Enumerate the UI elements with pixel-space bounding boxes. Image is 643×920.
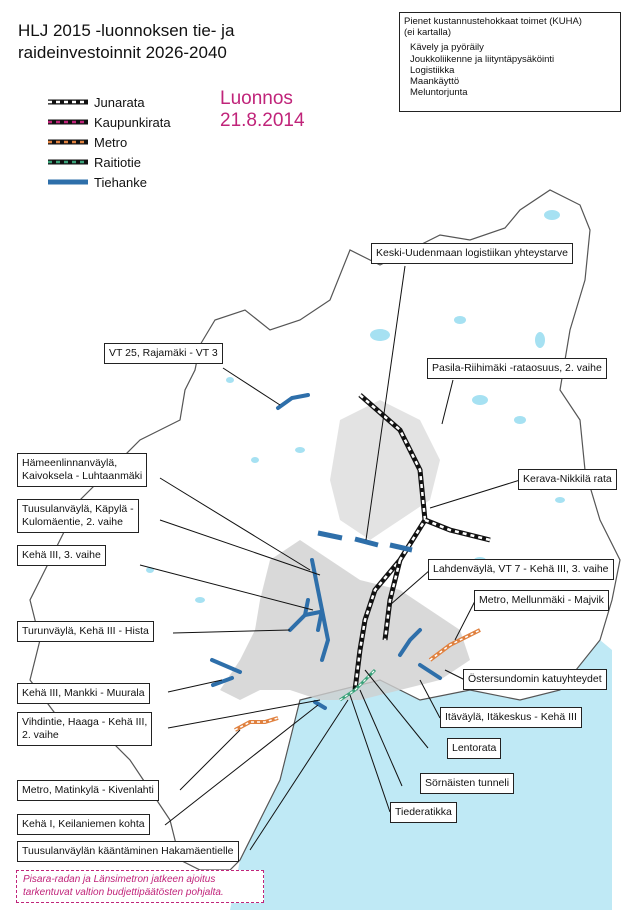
label-pasila-riihimaki: Pasila-Riihimäki -rataosuus, 2. vaihe xyxy=(427,358,607,379)
label-ostersundom: Östersundomin katuyhteydet xyxy=(463,669,607,690)
legend-item-junarata xyxy=(48,92,171,112)
budget-note-line2: tarkentuvat valtion budjettipäätösten pohjalta. xyxy=(23,886,224,898)
label-vihdintie xyxy=(17,712,152,746)
draft-date: 21.8.2014 xyxy=(220,110,305,131)
kuha-item: Joukkoliikenne ja liityntäpysäköinti xyxy=(410,53,555,65)
label-metro-mellunmaki: Metro, Mellunmäki - Majvik xyxy=(474,590,609,611)
legend-label-kaupunkirata: Kaupunkirata xyxy=(94,114,171,130)
label-hameenlinnanvayla-line1: Hämeenlinnanväylä, xyxy=(22,457,118,469)
legend-item-tiehanke xyxy=(48,172,171,192)
label-metro-matinkyla: Metro, Matinkylä - Kivenlahti xyxy=(17,780,159,801)
legend-label-junarata: Junarata xyxy=(94,94,145,110)
label-itavayla: Itäväylä, Itäkeskus - Kehä III xyxy=(440,707,582,728)
label-lentorata: Lentorata xyxy=(447,738,501,759)
label-tuusulanvayla-line1: Tuusulanväylä, Käpylä - xyxy=(22,503,134,515)
budget-note-line1: Pisara-radan ja Länsimetron jatkeen ajoitus xyxy=(23,874,216,885)
label-vt25: VT 25, Rajamäki - VT 3 xyxy=(104,343,223,364)
legend-item-metro xyxy=(48,132,171,152)
label-hakamaentie: Tuusulanväylän kääntäminen Hakamäentielle xyxy=(17,841,239,862)
label-vihdintie-line1: Vihdintie, Haaga - Kehä III, xyxy=(22,716,148,728)
label-vihdintie-line2: 2. vaihe xyxy=(22,729,59,741)
label-sornainen: Sörnäisten tunneli xyxy=(420,773,514,794)
cityrail-symbol xyxy=(48,117,88,127)
kuha-item: Maankäyttö xyxy=(410,76,460,88)
budget-note xyxy=(16,870,264,903)
label-lahdenvayla: Lahdenväylä, VT 7 - Kehä III, 3. vaihe xyxy=(428,559,614,580)
label-keha1: Kehä I, Keilaniemen kohta xyxy=(17,814,150,835)
road-symbol xyxy=(48,177,88,187)
label-tiederatikka: Tiederatikka xyxy=(390,802,457,823)
kuha-subtitle: (ei kartalla) xyxy=(404,27,451,39)
kuha-item: Logistiikka xyxy=(410,64,455,76)
legend-label-metro: Metro xyxy=(94,134,128,150)
label-hameenlinnanvayla xyxy=(17,453,147,487)
legend-item-raitiotie xyxy=(48,152,171,172)
kuha-item: Meluntorjunta xyxy=(410,87,468,99)
legend xyxy=(48,92,171,192)
label-kerava-nikkila: Kerava-Nikkilä rata xyxy=(518,469,617,490)
label-keha3-3: Kehä III, 3. vaihe xyxy=(17,545,106,566)
rail-symbol xyxy=(48,97,88,107)
label-keski-uusimaa: Keski-Uudenmaan logistiikan yhteystarve xyxy=(371,243,573,264)
legend-label-raitiotie: Raitiotie xyxy=(94,154,141,170)
legend-label-tiehanke: Tiehanke xyxy=(94,174,147,190)
label-keha3-mankki: Kehä III, Mankki - Muurala xyxy=(17,683,150,704)
kuha-item: Kävely ja pyöräily xyxy=(410,42,484,54)
tram-symbol xyxy=(48,157,88,167)
map-title xyxy=(18,20,234,64)
kuha-title: Pienet kustannustehokkaat toimet (KUHA) xyxy=(404,16,582,27)
legend-item-kaupunkirata xyxy=(48,112,171,132)
label-tuusulanvayla xyxy=(17,499,139,533)
draft-stamp xyxy=(220,88,305,132)
label-turunvayla: Turunväylä, Kehä III - Hista xyxy=(17,621,154,642)
kuha-box xyxy=(399,12,621,112)
label-hameenlinnanvayla-line2: Kaivoksela - Luhtaanmäki xyxy=(22,470,143,482)
map-title-line1: HLJ 2015 -luonnoksen tie- ja xyxy=(18,21,235,40)
map-title-line2: raideinvestoinnit 2026-2040 xyxy=(18,43,227,62)
draft-word: Luonnos xyxy=(220,88,293,109)
metro-symbol xyxy=(48,137,88,147)
label-tuusulanvayla-line2: Kulomäentie, 2. vaihe xyxy=(22,516,123,528)
